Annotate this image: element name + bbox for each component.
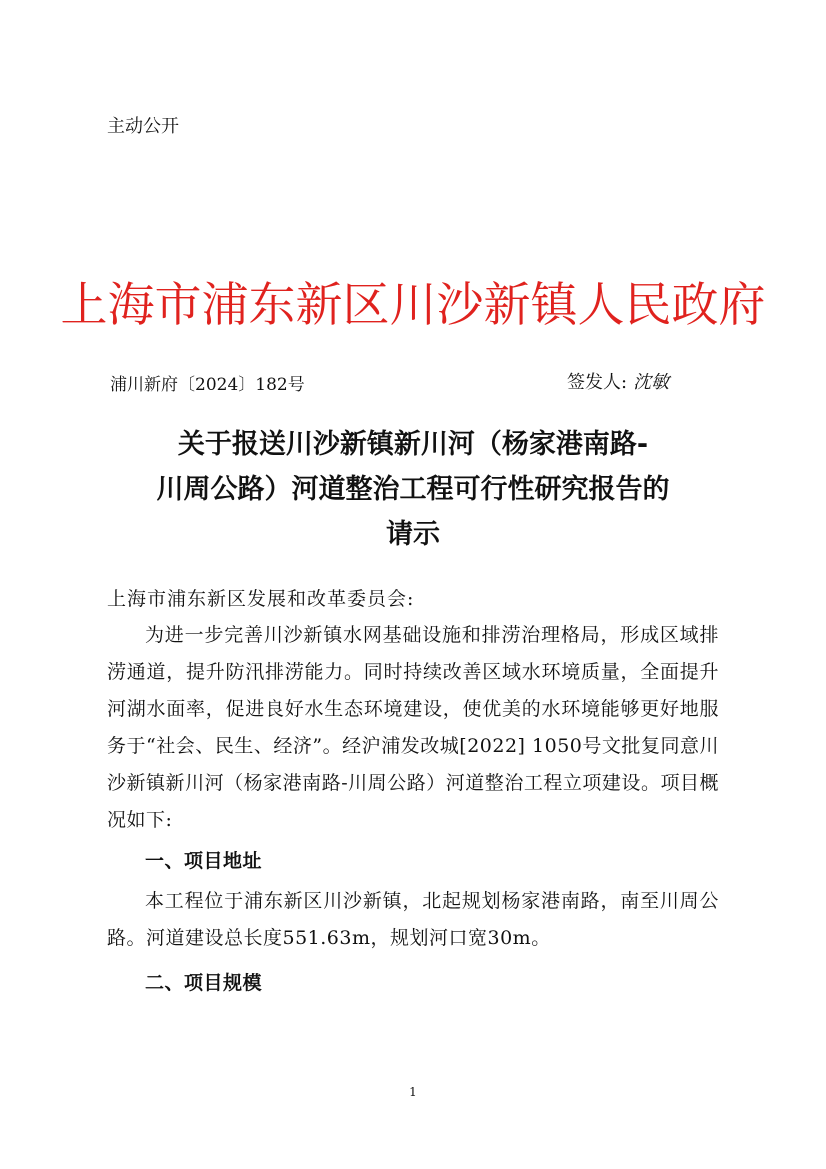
body-paragraph: 本工程位于浦东新区川沙新镇，北起规划杨家港南路，南至川周公路。河道建设总长度551.63m，规划河口宽30m。 [107,890,719,949]
title-line: 川周公路）河道整治工程可行性研究报告的 [156,474,670,505]
title-line: 关于报送川沙新镇新川河（杨家港南路- [177,429,649,460]
signer-block [567,368,669,394]
recipient: 上海市浦东新区发展和改革委员会: [107,588,415,610]
signer-name: 沈敏 [633,372,670,393]
page-number: 1 [409,1085,417,1099]
issuing-authority-masthead: 上海市浦东新区川沙新镇人民政府 [60,278,766,333]
disclosure-label: 主动公开 [107,116,179,137]
title-line: 请示 [386,519,440,550]
document-title [0,422,826,557]
document-body [107,617,719,1005]
document-number: 浦川新府〔2024〕182号 [110,375,305,395]
section-heading: 一、项目地址 [145,850,263,872]
section-heading: 二、项目规模 [145,972,263,994]
body-paragraph: 为进一步完善川沙新镇水网基础设施和排涝治理格局，形成区域排涝通道，提升防汛排涝能力。同时持续改善区域水环境质量，全面提升河湖水面率，促进良好水生态环境建设，使优美的水环境能够更好地服务于“社会、民生、经济”。经沪浦发改城[2022] 1050号文批复同意川沙新镇新川河（杨家港南路-川周公路）河道整治工程立项建设。项目概况如下: [107,624,719,831]
signer-label: 签发人: [567,372,628,393]
